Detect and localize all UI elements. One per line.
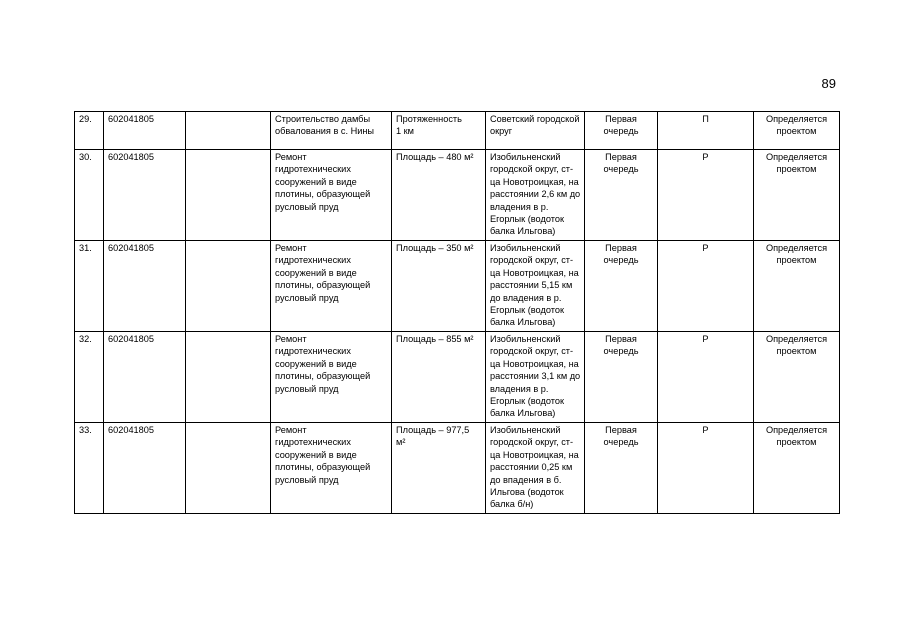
object-name-cell xyxy=(271,332,392,423)
cell-line: Определяется xyxy=(765,152,828,162)
object-name-cell xyxy=(271,150,392,241)
cell-line: Первая xyxy=(605,152,637,162)
cell-line: русловый пруд xyxy=(275,474,339,485)
row-number-cell: 30. xyxy=(75,150,104,241)
cell-line: Площадь – 977,5 xyxy=(396,425,470,435)
type-cell: Р xyxy=(658,241,754,332)
cell-line: очередь xyxy=(603,164,639,175)
cell-line: до владения в р. xyxy=(490,292,562,303)
cell-line: очередь xyxy=(603,346,639,357)
table-row xyxy=(75,241,840,332)
stage-cell xyxy=(585,423,658,514)
table-row xyxy=(75,423,840,514)
stage-cell xyxy=(585,332,658,423)
object-name-cell xyxy=(271,423,392,514)
code-cell: 602041805 xyxy=(104,423,186,514)
row-number-cell: 32. xyxy=(75,332,104,423)
cost-cell xyxy=(754,241,840,332)
cell-line: очередь xyxy=(603,255,639,266)
cell-line: Площадь – 480 м² xyxy=(396,152,474,162)
cell-line: Егорлык (водоток xyxy=(490,396,564,407)
measure-cell xyxy=(392,241,486,332)
cell-line: Ремонт xyxy=(275,425,307,435)
empty-cell xyxy=(186,332,271,423)
cell-line: гидротехнических xyxy=(275,437,351,448)
cell-line: ца Новотроицкая, на xyxy=(490,267,579,278)
cell-line: Определяется xyxy=(765,334,828,344)
table-row xyxy=(75,332,840,423)
cell-line: 1 км xyxy=(396,126,414,137)
cell-line: ца Новотроицкая, на xyxy=(490,449,579,460)
cell-line: Протяженность xyxy=(396,114,462,124)
cost-cell xyxy=(754,423,840,514)
cell-line: плотины, образующей xyxy=(275,462,371,473)
cell-line: городской округ, ст- xyxy=(490,164,574,175)
cell-line: расстоянии 0,25 км xyxy=(490,462,573,473)
cell-line: владения в р. xyxy=(490,383,549,394)
empty-cell xyxy=(186,112,271,150)
cell-line: Первая xyxy=(605,334,637,344)
cell-line: сооружений в виде xyxy=(275,176,357,187)
cell-line: Первая xyxy=(605,425,637,435)
measure-cell xyxy=(392,423,486,514)
cell-line: балка Ильгова) xyxy=(490,226,556,237)
cell-line: до впадения в б. xyxy=(490,474,562,485)
objects-table xyxy=(74,111,840,514)
cell-line: Определяется xyxy=(765,243,828,253)
row-number-cell: 31. xyxy=(75,241,104,332)
cell-line: Советский городской xyxy=(490,114,580,124)
object-name-cell xyxy=(271,241,392,332)
cell-line: проектом xyxy=(776,164,817,175)
cell-line: очередь xyxy=(603,126,639,137)
location-cell xyxy=(486,423,585,514)
row-number-cell: 29. xyxy=(75,112,104,150)
location-cell xyxy=(486,241,585,332)
cell-line: владения в р. xyxy=(490,201,549,212)
cell-line: городской округ, ст- xyxy=(490,255,574,266)
type-cell: Р xyxy=(658,332,754,423)
location-cell xyxy=(486,112,585,150)
cell-line: обвалования в с. Нины xyxy=(275,126,375,137)
cell-line: очередь xyxy=(603,437,639,448)
cell-line: проектом xyxy=(776,437,817,448)
cell-line: Определяется xyxy=(765,114,828,124)
table-row xyxy=(75,112,840,150)
location-cell xyxy=(486,332,585,423)
cell-line: проектом xyxy=(776,346,817,357)
cell-line: Изобильненский xyxy=(490,425,561,435)
cell-line: Первая xyxy=(605,114,637,124)
type-cell: П xyxy=(658,112,754,150)
cell-line: м² xyxy=(396,437,406,448)
cell-line: гидротехнических xyxy=(275,346,351,357)
cell-line: русловый пруд xyxy=(275,292,339,303)
cell-line: Строительство дамбы xyxy=(275,114,371,124)
stage-cell xyxy=(585,241,658,332)
stage-cell xyxy=(585,112,658,150)
code-cell: 602041805 xyxy=(104,150,186,241)
cell-line: гидротехнических xyxy=(275,255,351,266)
cell-line: сооружений в виде xyxy=(275,358,357,369)
cost-cell xyxy=(754,332,840,423)
cell-line: Ремонт xyxy=(275,152,307,162)
cell-line: Ремонт xyxy=(275,243,307,253)
cell-line: ца Новотроицкая, на xyxy=(490,358,579,369)
code-cell: 602041805 xyxy=(104,241,186,332)
cell-line: Егорлык (водоток xyxy=(490,305,564,316)
cell-line: сооружений в виде xyxy=(275,449,357,460)
cell-line: расстоянии 5,15 км xyxy=(490,280,573,291)
object-name-cell xyxy=(271,112,392,150)
cell-line: ца Новотроицкая, на xyxy=(490,176,579,187)
cell-line: плотины, образующей xyxy=(275,371,371,382)
cell-line: округ xyxy=(490,126,513,137)
cell-line: сооружений в виде xyxy=(275,267,357,278)
cell-line: Ильгова (водоток xyxy=(490,487,564,498)
cell-line: расстоянии 3,1 км до xyxy=(490,371,581,382)
cell-line: Определяется xyxy=(765,425,828,435)
measure-cell xyxy=(392,332,486,423)
row-number-cell: 33. xyxy=(75,423,104,514)
empty-cell xyxy=(186,423,271,514)
cost-cell xyxy=(754,150,840,241)
cell-line: плотины, образующей xyxy=(275,280,371,291)
cell-line: проектом xyxy=(776,126,817,137)
stage-cell xyxy=(585,150,658,241)
type-cell: Р xyxy=(658,150,754,241)
cell-line: русловый пруд xyxy=(275,201,339,212)
measure-cell xyxy=(392,150,486,241)
cell-line: Изобильненский xyxy=(490,152,561,162)
cell-line: Изобильненский xyxy=(490,243,561,253)
cell-line: Первая xyxy=(605,243,637,253)
table-row xyxy=(75,150,840,241)
page-number: 89 xyxy=(821,76,836,91)
cell-line: Егорлык (водоток xyxy=(490,214,564,225)
cell-line: балка б/н) xyxy=(490,499,534,510)
cell-line: Площадь – 855 м² xyxy=(396,334,474,344)
cell-line: городской округ, ст- xyxy=(490,346,574,357)
empty-cell xyxy=(186,241,271,332)
cell-line: Площадь – 350 м² xyxy=(396,243,474,253)
code-cell: 602041805 xyxy=(104,332,186,423)
cost-cell xyxy=(754,112,840,150)
cell-line: расстоянии 2,6 км до xyxy=(490,189,581,200)
empty-cell xyxy=(186,150,271,241)
cell-line: балка Ильгова) xyxy=(490,317,556,328)
cell-line: проектом xyxy=(776,255,817,266)
cell-line: Изобильненский xyxy=(490,334,561,344)
measure-cell xyxy=(392,112,486,150)
cell-line: городской округ, ст- xyxy=(490,437,574,448)
code-cell: 602041805 xyxy=(104,112,186,150)
cell-line: балка Ильгова) xyxy=(490,408,556,419)
cell-line: Ремонт xyxy=(275,334,307,344)
type-cell: Р xyxy=(658,423,754,514)
cell-line: русловый пруд xyxy=(275,383,339,394)
cell-line: гидротехнических xyxy=(275,164,351,175)
location-cell xyxy=(486,150,585,241)
cell-line: плотины, образующей xyxy=(275,189,371,200)
